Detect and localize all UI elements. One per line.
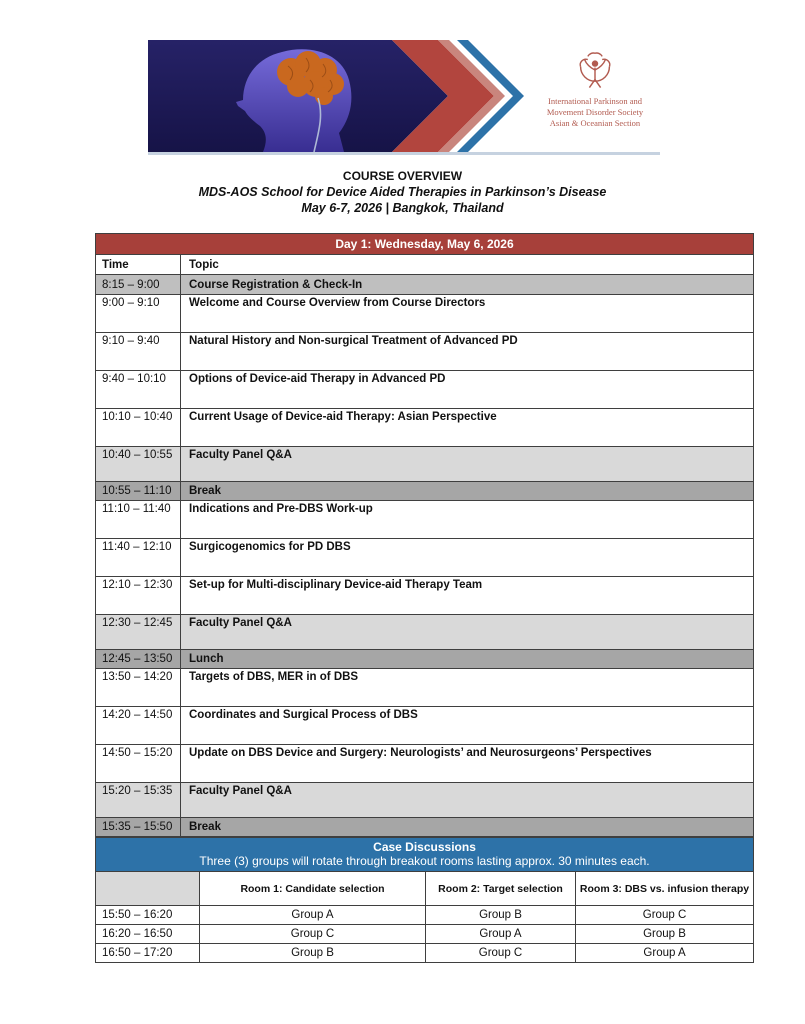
session-time: 9:10 – 9:40 [96, 333, 181, 371]
column-header-row [96, 255, 754, 275]
session-topic: Lunch [181, 650, 754, 669]
session-time: 9:00 – 9:10 [96, 295, 181, 333]
course-name-subtitle: MDS-AOS School for Device Aided Therapies in Parkinson’s Disease [198, 185, 607, 199]
room-header-blank-cell [96, 872, 200, 906]
session-time: 10:10 – 10:40 [96, 409, 181, 447]
session-time: 14:20 – 14:50 [96, 707, 181, 745]
schedule-row [96, 783, 754, 818]
room-header: Room 3: DBS vs. infusion therapy [576, 872, 754, 906]
case-rotation-row [96, 944, 754, 963]
schedule-row [96, 707, 754, 745]
session-topic: Update on DBS Device and Surgery: Neurologists’ and Neurosurgeons’ Perspectives [181, 745, 754, 783]
session-topic: Faculty Panel Q&A [181, 615, 754, 650]
room-header: Room 1: Candidate selection [200, 872, 426, 906]
group-cell: Group A [426, 925, 576, 944]
schedule-row [96, 577, 754, 615]
room-header-row [96, 872, 754, 906]
schedule-row [96, 501, 754, 539]
case-discussions-subtitle: Three (3) groups will rotate through breakout rooms lasting approx. 30 minutes each. [199, 854, 650, 868]
group-cell: Group A [200, 906, 426, 925]
header-banner [148, 40, 660, 155]
session-topic: Coordinates and Surgical Process of DBS [181, 707, 754, 745]
schedule-row [96, 409, 754, 447]
day1-schedule-table [95, 233, 754, 837]
topic-column-header: Topic [181, 255, 754, 275]
day1-header [96, 234, 754, 255]
course-date-location: May 6-7, 2026 | Bangkok, Thailand [301, 201, 504, 215]
schedule-row [96, 371, 754, 409]
brain-banner-image [148, 40, 530, 152]
session-time: 11:40 – 12:10 [96, 539, 181, 577]
session-topic: Current Usage of Device-aid Therapy: Asian Perspective [181, 409, 754, 447]
session-time: 13:50 – 14:20 [96, 669, 181, 707]
session-time: 12:30 – 12:45 [96, 615, 181, 650]
session-topic: Faculty Panel Q&A [181, 783, 754, 818]
schedule-row [96, 295, 754, 333]
session-topic: Natural History and Non-surgical Treatment of Advanced PD [181, 333, 754, 371]
session-topic: Options of Device-aid Therapy in Advanced PD [181, 371, 754, 409]
session-topic: Set-up for Multi-disciplinary Device-aid Therapy Team [181, 577, 754, 615]
rotation-time: 16:50 – 17:20 [96, 944, 200, 963]
rotation-time: 15:50 – 16:20 [96, 906, 200, 925]
schedule-row [96, 818, 754, 837]
schedule-row [96, 275, 754, 295]
session-topic: Faculty Panel Q&A [181, 447, 754, 482]
mds-logo-icon [571, 46, 619, 94]
group-cell: Group C [200, 925, 426, 944]
rotation-time: 16:20 – 16:50 [96, 925, 200, 944]
schedule-row [96, 333, 754, 371]
schedule-row [96, 615, 754, 650]
group-cell: Group B [576, 925, 754, 944]
day1-header-label: Day 1: Wednesday, May 6, 2026 [96, 234, 754, 255]
title-block [0, 168, 805, 216]
schedule-row [96, 669, 754, 707]
course-overview-title: COURSE OVERVIEW [342, 169, 463, 183]
group-cell: Group C [426, 944, 576, 963]
case-discussions-table [95, 837, 754, 963]
group-cell: Group B [200, 944, 426, 963]
time-column-header: Time [96, 255, 181, 275]
group-cell: Group B [426, 906, 576, 925]
case-rotation-row [96, 906, 754, 925]
session-time: 8:15 – 9:00 [96, 275, 181, 295]
schedule-row [96, 745, 754, 783]
session-topic: Welcome and Course Overview from Course Directors [181, 295, 754, 333]
session-time: 9:40 – 10:10 [96, 371, 181, 409]
case-discussions-header [96, 838, 754, 872]
session-time: 12:45 – 13:50 [96, 650, 181, 669]
logo-text-line: Asian & Oceanian Section [549, 118, 641, 128]
schedule-row [96, 447, 754, 482]
session-topic: Targets of DBS, MER in of DBS [181, 669, 754, 707]
session-time: 15:35 – 15:50 [96, 818, 181, 837]
session-topic: Course Registration & Check-In [181, 275, 754, 295]
group-cell: Group A [576, 944, 754, 963]
session-time: 11:10 – 11:40 [96, 501, 181, 539]
session-time: 10:40 – 10:55 [96, 447, 181, 482]
logo-text-line: Movement Disorder Society [546, 107, 644, 117]
group-cell: Group C [576, 906, 754, 925]
schedule-row [96, 539, 754, 577]
session-time: 12:10 – 12:30 [96, 577, 181, 615]
mds-aos-logo [530, 40, 660, 152]
schedule-row [96, 482, 754, 501]
session-topic: Break [181, 482, 754, 501]
session-topic: Indications and Pre-DBS Work-up [181, 501, 754, 539]
case-rotation-row [96, 925, 754, 944]
room-header: Room 2: Target selection [426, 872, 576, 906]
session-time: 15:20 – 15:35 [96, 783, 181, 818]
session-time: 10:55 – 11:10 [96, 482, 181, 501]
logo-text-line: International Parkinson and [548, 96, 642, 106]
schedule-row [96, 650, 754, 669]
case-discussions-title: Case Discussions [373, 840, 476, 854]
session-topic: Surgicogenomics for PD DBS [181, 539, 754, 577]
session-topic: Break [181, 818, 754, 837]
session-time: 14:50 – 15:20 [96, 745, 181, 783]
